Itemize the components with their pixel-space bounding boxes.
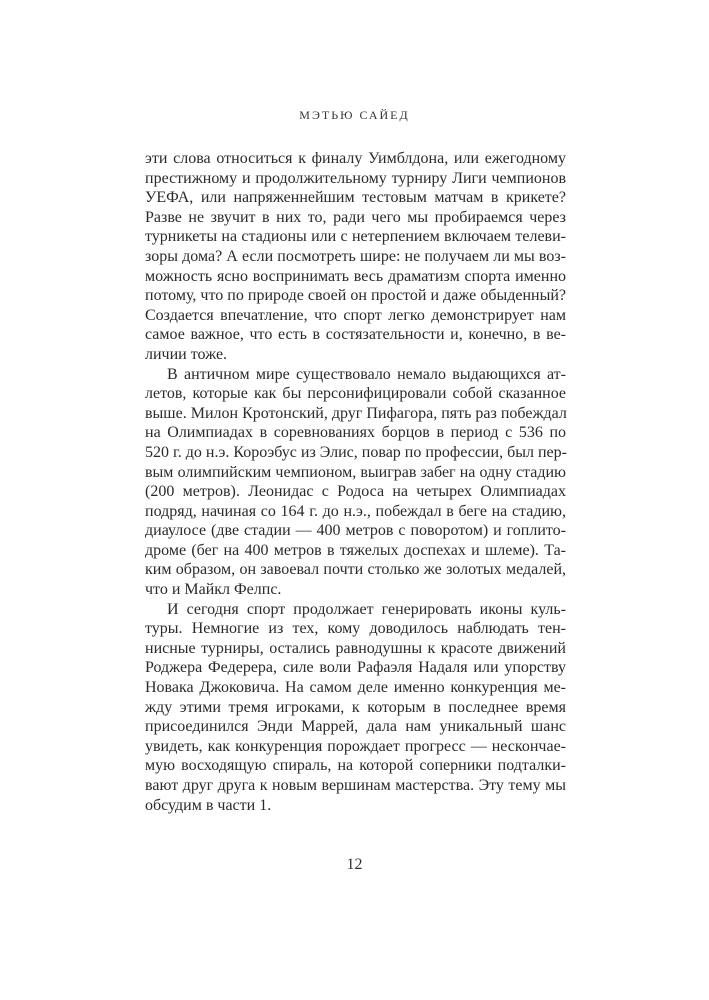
- text-line: Роджера Федерера, силе воли Рафаэля Надаля или упорству: [145, 659, 566, 677]
- text-line: что и Майкл Фелпс.: [145, 581, 282, 599]
- text-line: престижному и продолжительному турниру Лиги чемпионов: [145, 169, 566, 187]
- text-line: увидеть, как конкуренция порождает прогресс — нескончае-: [145, 737, 566, 755]
- text-line: (200 метров). Леонидас с Родоса на четырех Олимпиадах: [145, 483, 566, 501]
- text-line: присоединился Энди Маррей, дала нам уникальный шанс: [145, 718, 566, 736]
- text-line: зоры дома? А если посмотреть шире: не получаем ли мы воз-: [145, 247, 566, 265]
- text-line: выше. Милон Кротонский, друг Пифагора, пять раз побеждал: [145, 404, 567, 422]
- text-line: Создается впечатление, что спорт легко демонстрирует нам: [145, 306, 566, 324]
- text-line: личии тоже.: [145, 345, 228, 363]
- text-line: 520 г. до н.э. Короэбус из Элис, повар по профессии, был пер-: [145, 443, 567, 461]
- text-line: Разве не звучит в них то, ради чего мы пробираемся через: [145, 208, 566, 226]
- text-line: самое важное, что есть в состязательности и, конечно, в ве-: [145, 326, 566, 344]
- text-line: мую восходящую спираль, на которой соперники подталки-: [145, 757, 566, 775]
- text-line: Новака Джоковича. На самом деле именно конкуренция ме-: [145, 679, 566, 697]
- text-line: подряд, начиная со 164 г. до н.э., побеждал в беге на стадию,: [145, 502, 566, 520]
- text-line: туры. Немногие из тех, кому доводилось наблюдать тен-: [145, 620, 566, 638]
- body-text: [145, 149, 566, 815]
- text-line: летов, которые как бы персонифицировали собой сказанное: [145, 385, 566, 403]
- text-line: вают друг друга к новым вершинам мастерства. Эту тему мы: [145, 777, 566, 794]
- text-line: обсудим в части 1.: [145, 796, 272, 814]
- text-line: дроме (бег на 400 метров в тяжелых доспехах и шлеме). Та-: [145, 541, 566, 559]
- text-line: вым олимпийским чемпионом, выиграв забег на одну стадию: [145, 463, 566, 481]
- text-line: диаулосе (две стадии — 400 метров с поворотом) и гоплито-: [145, 522, 566, 540]
- text-line: И сегодня спорт продолжает генерировать иконы куль-: [167, 600, 566, 618]
- text-line: ким образом, он завоевал почти столько же золотых медалей,: [145, 561, 566, 579]
- paragraph: [145, 149, 566, 365]
- text-line: жду этими тремя игроками, к которым в последнее время: [145, 698, 566, 716]
- paragraph: [145, 600, 566, 816]
- text-line: УЕФА, или напряженнейшим тестовым матчам в крикете?: [145, 189, 566, 207]
- text-line: на Олимпиадах в соревнованиях борцов в период с 536 по: [145, 424, 566, 442]
- running-header: МЭТЬЮ САЙЕД: [299, 108, 410, 122]
- text-line: нисные турниры, остались равнодушны к красоте движений: [145, 639, 566, 657]
- paragraph: [145, 365, 566, 600]
- text-line: можность ясно воспринимать весь драматизм спорта именно: [145, 267, 566, 285]
- text-line: потому, что по природе своей он простой и даже обыденный?: [145, 287, 566, 305]
- text-line: турникеты на стадионы или с нетерпением включаем телеви-: [145, 228, 566, 246]
- page-number: 12: [346, 856, 363, 873]
- text-line: В античном мире существовало немало выдающихся ат-: [167, 365, 566, 383]
- text-line: эти слова относиться к финалу Уимблдона, или ежегодному: [145, 150, 566, 167]
